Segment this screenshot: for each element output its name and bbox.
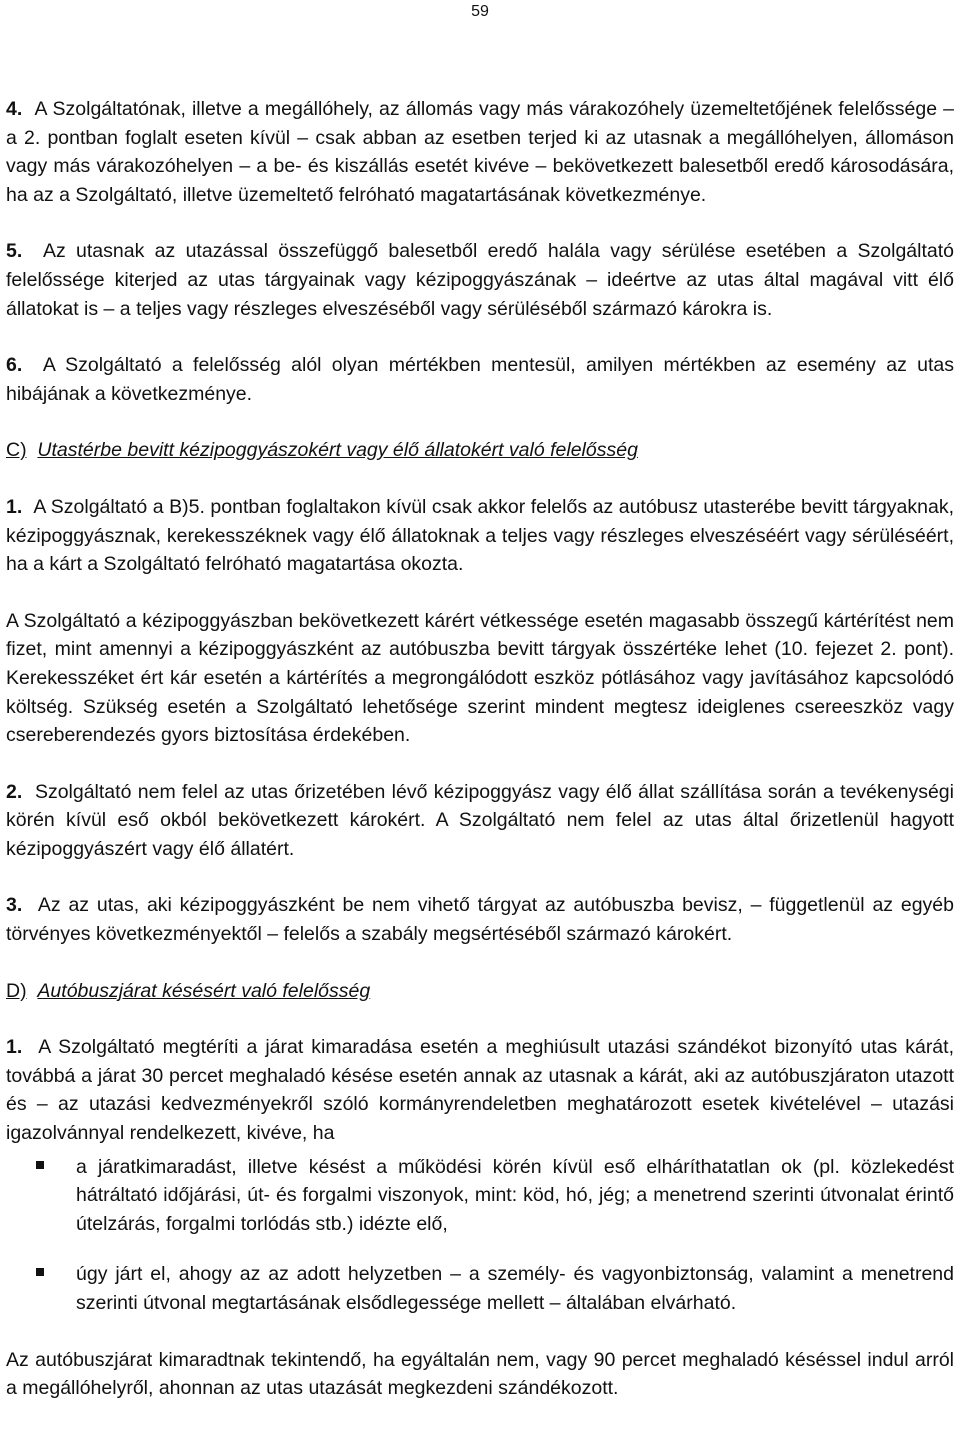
square-bullet-icon xyxy=(36,1161,44,1169)
paragraph-text: A Szolgáltató a felelősség alól olyan mértékben mentesül, amilyen mértékben az esemény az utas hibájának a következménye. xyxy=(6,354,954,405)
paragraph-d-final: Az autóbuszjárat kimaradtnak tekintendő, ha egyáltalán nem, vagy 90 percet meghaladó késéssel indul arról a megállóhelyről, ahonnan az utas utazását megkezdeni szándékozott. xyxy=(6,1348,954,1400)
paragraph-number: 5. xyxy=(6,240,23,263)
paragraph-5 xyxy=(6,237,954,323)
paragraph-number: 1. xyxy=(6,1036,23,1059)
paragraph-text: A Szolgáltatónak, illetve a megállóhely, az állomás vagy más várakozóhely üzemeltetőjének felelőssége – a 2. pontban foglalt eseten kívül – csak abban az esetben terjed ki az utasnak a megállóhelyen, állomáson vagy más várakozóhelyen – a be- és kiszállás esetét kivéve – bekövetkezett balesetből eredő károsodására, ha az a Szolgáltató, illetve üzemeltető felróható magatartásának következménye. xyxy=(6,98,954,206)
list-item xyxy=(6,1153,954,1239)
paragraph-number: 2. xyxy=(6,780,23,803)
paragraph-text: A Szolgáltató a B)5. pontban foglaltakon kívül csak akkor felelős az autóbusz utasterébe bevitt tárgyaknak, kézipoggyásznak, kerekesszéknek vagy élő állatoknak a teljes vagy részleges elveszéséért vagy sérüléséért, ha a kárt a Szolgáltató felróható magatartása okozta. xyxy=(6,495,954,576)
paragraph-text: Szolgáltató nem felel az utas őrizetében lévő kézipoggyász vagy élő állat szállítása során a tevékenységi körén kívül eső okból bekövetkezett károkért. A Szolgáltató nem felel az utas által őrizetlenül hagyott kézipoggyászért vagy élő állatért. xyxy=(6,780,954,860)
paragraph-number: 4. xyxy=(6,98,23,120)
paragraph-number: 1. xyxy=(6,495,23,518)
section-letter: C) xyxy=(6,439,27,462)
paragraph-6 xyxy=(6,351,954,408)
paragraph-text: A Szolgáltató megtéríti a járat kimaradása esetén a meghiúsult utazási szándékot bizonyító utas kárát, továbbá a járat 30 percet meghaladó késése esetén annak az utasnak a kárát, aki az autóbuszjáraton utazott és – az utazási kedvezményekről szóló kormányrendeletben meghatározott esetek kivételével – utazási igazolvánnyal rendelkezett, kivéve, ha xyxy=(6,1036,954,1145)
section-title: Autóbuszjárat késésért való felelősség xyxy=(37,979,371,1002)
paragraph-text: Az az utas, aki kézipoggyászként be nem vihető tárgyat az autóbuszba bevisz, – függetlenül az egyéb törvényes következményektől – felelős a szabály megsértéséből származó károkért. xyxy=(6,894,954,946)
section-heading-c xyxy=(6,436,954,465)
paragraph-c1 xyxy=(6,493,954,579)
square-bullet-icon xyxy=(36,1268,44,1276)
section-letter: D) xyxy=(6,979,27,1002)
section-heading-d xyxy=(6,977,954,1006)
list-item-text: a járatkimaradást, illetve késést a működési körén kívül eső elháríthatatlan ok (pl. közlekedést hátráltató időjárási, út- és forgalmi viszonyok, mint: köd, hó, jég; a menetrend szerinti útvonalat érintő útelzárás, forgalmi torlódás stb.) idézte elő, xyxy=(76,1155,954,1235)
paragraph-text: Az utasnak az utazással összefüggő balesetből eredő halála vagy sérülése esetében a Szolgáltató felelőssége kiterjed az utas tárgyainak vagy kézipoggyászának – ideértve az utas által magával vitt élő állatokat is – a teljes vagy részleges elveszéséből vagy sérüléséből származó károkra is. xyxy=(6,240,954,320)
page-number: 59 xyxy=(471,3,489,20)
exception-list xyxy=(6,1153,954,1318)
list-item-text: úgy járt el, ahogy az az adott helyzetben – a személy- és vagyonbiztonság, valamint a menetrend szerinti útvonal megtartásának elsődlegessége mellett – általában elvárható. xyxy=(76,1263,954,1314)
section-title: Utastérbe bevitt kézipoggyászokért vagy élő állatokért való felelősség xyxy=(37,439,638,462)
paragraph-c3 xyxy=(6,891,954,948)
paragraph-number: 3. xyxy=(6,894,23,917)
paragraph-d1 xyxy=(6,1033,954,1147)
document-body xyxy=(6,95,954,1403)
paragraph-4 xyxy=(6,95,954,209)
paragraph-c2 xyxy=(6,778,954,864)
paragraph-number: 6. xyxy=(6,354,23,377)
paragraph-c1-continued: A Szolgáltató a kézipoggyászban bekövetkezett kárért vétkessége esetén magasabb összegű kártérítést nem fizet, mint amennyi a kézipoggyászként az autóbuszba bevitt tárgyak összértéke lehet (10. fejezet 2. pont). Kerekesszéket ért kár esetén a kártérítés a megrongálódott eszköz pótlásához vagy javításához kapcsolódó költség. Szükség esetén a Szolgáltató lehetősége szerint mindent megtesz ideiglenes csereeszköz vagy csereberendezés gyors biztosítása érdekében. xyxy=(6,609,954,747)
list-item xyxy=(6,1260,954,1317)
